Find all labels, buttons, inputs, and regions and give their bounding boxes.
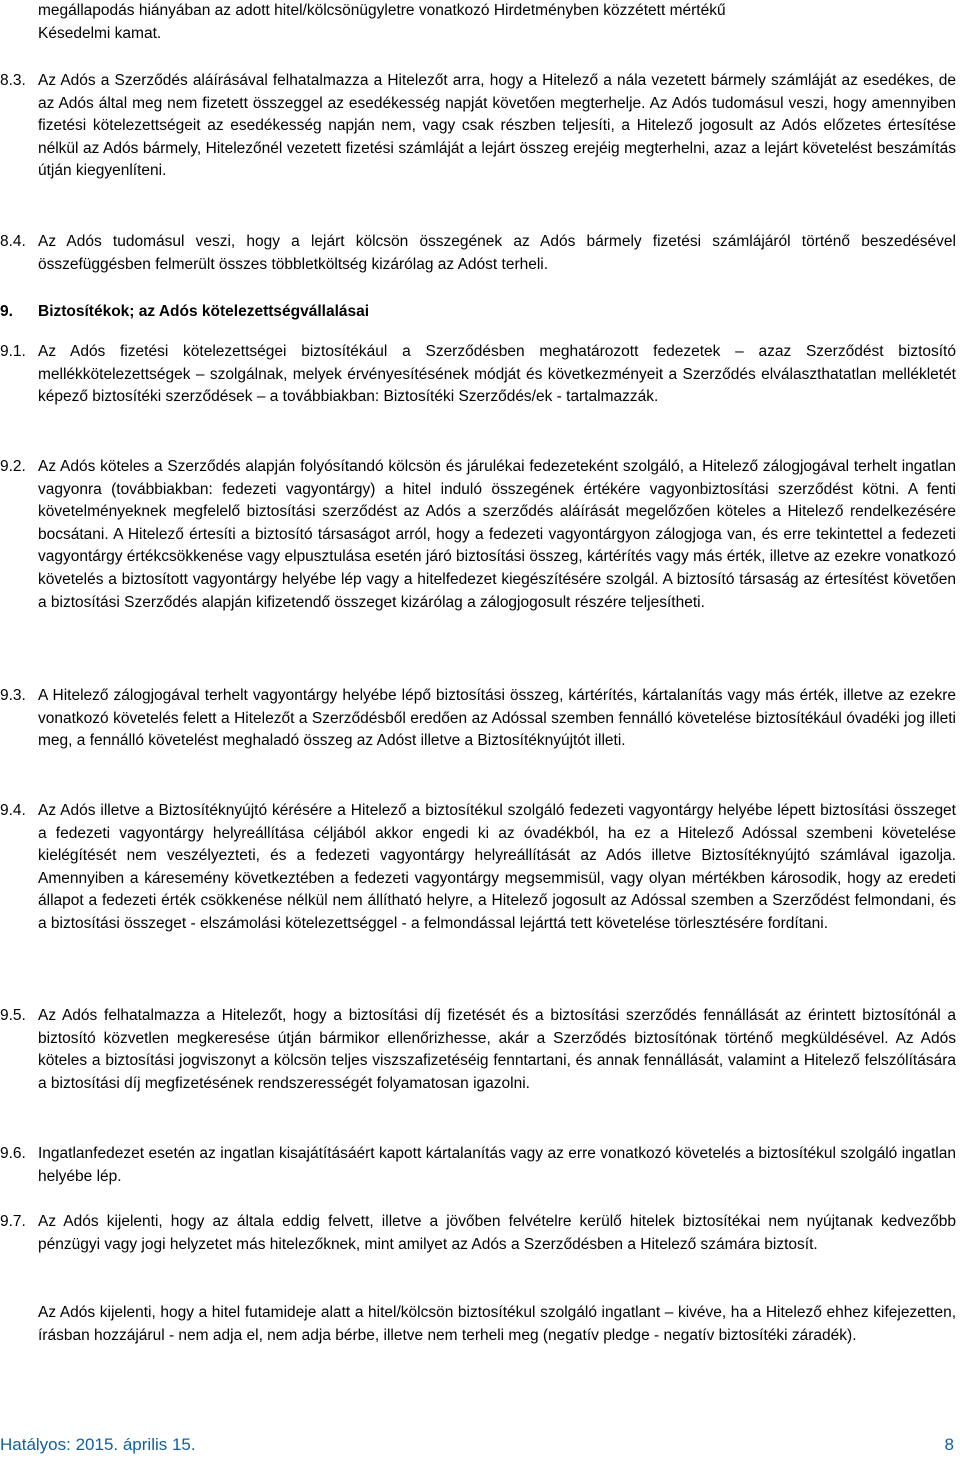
section-9-1	[0, 341, 956, 409]
section-number: 9.	[0, 303, 13, 320]
section-number: 9.7.	[0, 1213, 26, 1230]
section-number: 9.1.	[0, 343, 26, 360]
section-number: 9.2.	[0, 458, 26, 475]
page-number: 8	[944, 1435, 954, 1454]
section-number: 8.3.	[0, 72, 26, 89]
section-text: Az Adós a Szerződés aláírásával felhatalmazza a Hitelezőt arra, hogy a Hitelező a nála vezetett bármely számláját az esedékes, de az Adós által meg nem fizetett összeggel az esedékesség napját követően megterhelje. Az Adós tudomásul veszi, hogy amennyiben fizetési kötelezettségeit az esedékesség napján nem, vagy csak részben teljesíti, a Hitelező jogosult az Adós előzetes értesítése nélkül az Adós bármely, Hitelezőnél vezetett fizetési számláját a lejárt összeg erejéig megterhelni, azaz a lejárt követelést beszámítás útján kiegyenlíteni.	[38, 72, 956, 180]
section-text: Az Adós illetve a Biztosítéknyújtó kérésére a Hitelező a biztosítékul szolgáló fedezeti vagyontárgy helyébe lépett biztosítási összeget a fedezeti vagyontárgy helyreállítása céljából akkor engedi ki az óvadékból, ha ez a Hitelező Adóssal szembeni követelése kielégítését nem veszélyezteti, és a fedezeti vagyontárgy helyreállítását az Adós illetve Biztosítéknyújtó számlával igazolja. Amennyiben a káresemény következtében a fedezeti vagyontárgy megsemmisül, vagy olyan mértékben károsodik, hogy az eredeti állapot a fedezeti érték csökkenése nélkül nem állítható helyre, a Hitelező jogosult az Adóssal szemben a Szerződést felmondani, és a biztosítási összeget - elszámolási kötelezettséggel - a felmondással lejárttá tett követelése törlesztésére fordítani.	[38, 802, 956, 932]
section-number: 9.4.	[0, 802, 26, 819]
section-9-7	[0, 1211, 956, 1256]
section-8-4	[0, 231, 956, 276]
section-text: Az Adós köteles a Szerződés alapján folyósítandó kölcsön és járulékai fedezeteként szolgáló, a Hitelező zálogjogával terhelt ingatlan vagyonra (továbbiakban: fedezeti vagyontárgy) a hitel induló összegének értékére vagyonbiztosítási szerződést kötni. A fenti követelményeknek megfelelő biztosítási szerződést az Adós a szerződés aláírását megelőzően köteles a Hitelező rendelkezésére bocsátani. A Hitelező értesíti a biztosító társaságot arról, hogy a fedezeti vagyontárgyon zálogjoga van, és erre tekintettel a fedezeti vagyontárgy értékcsökkenése vagy elpusztulása esetén járó biztosítási összeg, kártérítés vagy más érték, illetve az ezekre vonatkozó követelés a biztosított vagyontárgy helyébe lép vagy a hitelfedezet kiegészítésére szolgál. A biztosító társaság az értesítést követően a biztosítási Szerződés alapján kifizetendő összeget kizárólag a zálogjogosult részére teljesítheti.	[38, 458, 956, 611]
section-number: 8.4.	[0, 233, 26, 250]
section-8-3	[0, 70, 956, 183]
section-9-6	[0, 1143, 956, 1188]
section-9-4	[0, 800, 956, 936]
section-9-2	[0, 456, 956, 614]
section-text: A Hitelező zálogjogával terhelt vagyontárgy helyébe lépő biztosítási összeg, kártérítés, kártalanítás vagy más érték, illetve az ezekre vonatkozó követelés felett a Hitelezőt a Szerződésből eredően az Adóssal szemben fennálló követelése biztosítékául óvadéki jog illeti meg, a fennálló követelést meghaladó összeg az Adóst illetve a Biztosítéknyújtót illeti.	[38, 687, 956, 750]
section-9-7-paragraph-2	[0, 1302, 956, 1347]
section-text: Az Adós felhatalmazza a Hitelezőt, hogy a biztosítási díj fizetését és a biztosítási szerződés fennállását az érintett biztosítónál a biztosító közvetlen megkeresése útján bármikor ellenőrizhesse, akár a Szerződés biztosítónak történő megküldésével. Az Adós köteles a biztosítási jogviszonyt a kölcsön teljes viszszafizetéséig fenntartani, és annak fennállását, valamint a Hitelező felszólítására a biztosítási díj megfizetésének rendszerességét folyamatosan igazolni.	[38, 1007, 956, 1092]
section-text: Ingatlanfedezet esetén az ingatlan kisajátításáért kapott kártalanítás vagy az erre vonatkozó követelés a biztosítékul szolgáló ingatlan helyébe lép.	[38, 1145, 956, 1185]
section-number: 9.3.	[0, 687, 26, 704]
section-text: Az Adós tudomásul veszi, hogy a lejárt kölcsön összegének az Adós bármely fizetési számlájáról történő beszedésével összefüggésben felmerült összes többletköltség kizárólag az Adóst terheli.	[38, 233, 956, 273]
section-title: Biztosítékok; az Adós kötelezettségvállalásai	[38, 303, 370, 320]
section-9-5	[0, 1005, 956, 1095]
continued-line-2: Késedelmi kamat.	[38, 24, 162, 42]
section-text: Az Adós kijelenti, hogy a hitel futamideje alatt a hitel/kölcsön biztosítékul szolgáló ingatlant – kivéve, ha a Hitelező ehhez kifejezetten, írásban hozzájárul - nem adja el, nem adja bérbe, illetve nem terheli meg (negatív pledge - negatív biztosítéki záradék).	[38, 1304, 956, 1344]
section-text: Az Adós kijelenti, hogy az általa eddig felvett, illetve a jövőben felvételre kerülő hitelek biztosítékai nem nyújtanak kedvezőbb pénzügyi vagy jogi helyzetet más hitelezőknek, mint amilyet az Adós a Szerződésben a Hitelező számára biztosít.	[38, 1213, 956, 1253]
section-9-3	[0, 685, 956, 753]
continued-paragraph	[0, 0, 956, 45]
page-footer	[0, 1434, 956, 1456]
continued-line-1: megállapodás hiányában az adott hitel/kölcsönügyletre vonatkozó Hirdetményben közzétett mértékű	[38, 2, 726, 19]
section-9-heading	[0, 301, 956, 324]
section-number: 9.5.	[0, 1007, 26, 1024]
section-text: Az Adós fizetési kötelezettségei biztosítékául a Szerződésben meghatározott fedezetek – azaz Szerződést biztosító mellékkötelezettségek – szolgálnak, melyek érvényesítésének módját és következményeit a Szerződés elválaszthatatlan mellékletét képező biztosítéki szerződések – a továbbiakban: Biztosítéki Szerződés/ek - tartalmazzák.	[38, 343, 956, 406]
section-number: 9.6.	[0, 1145, 26, 1162]
effective-date: Hatályos: 2015. április 15.	[0, 1435, 196, 1454]
